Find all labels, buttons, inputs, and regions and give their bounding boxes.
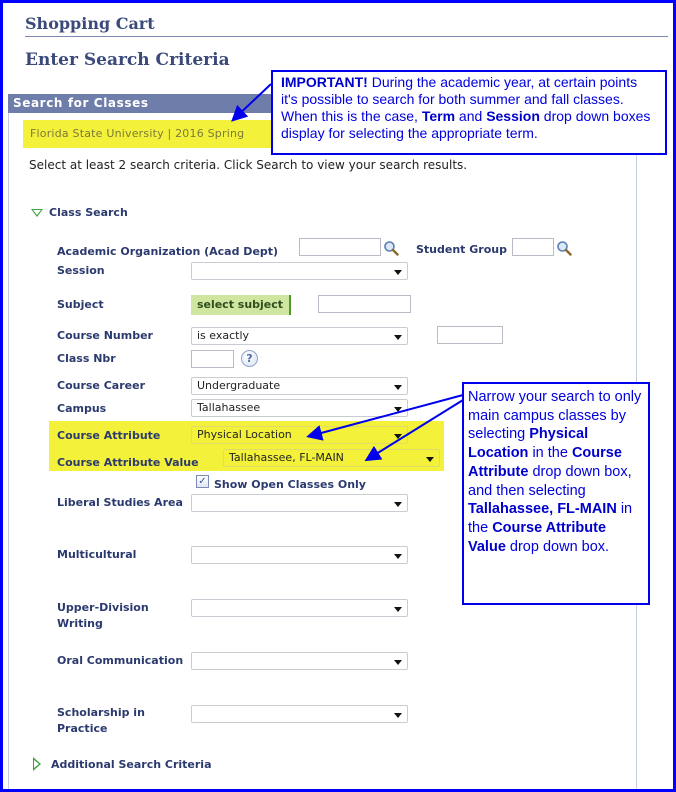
additional-criteria-label: Additional Search Criteria: [51, 757, 212, 771]
session-label: Session: [57, 264, 105, 277]
multicultural-label: Multicultural: [57, 548, 137, 561]
title-divider: [25, 36, 668, 37]
course-number-input[interactable]: [437, 326, 503, 344]
select-subject-button[interactable]: select subject: [191, 295, 291, 315]
dropdown-caret-icon: [394, 502, 402, 507]
dropdown-caret-icon: [394, 554, 402, 559]
scholarship-select[interactable]: [191, 705, 408, 723]
class-nbr-label: Class Nbr: [57, 352, 116, 365]
dropdown-caret-icon: [394, 270, 402, 275]
dropdown-caret-icon: [394, 607, 402, 612]
panel-border-left: [8, 113, 9, 789]
dropdown-caret-icon: [394, 434, 402, 439]
help-icon[interactable]: ?: [241, 350, 258, 367]
course-attribute-value-label: Course Attribute Value: [57, 456, 199, 469]
student-group-input[interactable]: [512, 238, 554, 256]
dropdown-caret-icon: [394, 385, 402, 390]
liberal-studies-select[interactable]: [191, 494, 408, 512]
campus-label: Campus: [57, 402, 107, 415]
acad-org-label: Academic Organization (Acad Dept): [57, 245, 279, 258]
section-header: Search for Classes: [8, 94, 278, 113]
dropdown-caret-icon: [394, 660, 402, 665]
acad-org-input[interactable]: [299, 238, 381, 256]
subject-input[interactable]: [318, 295, 411, 313]
session-select[interactable]: [191, 262, 408, 280]
dropdown-caret-icon: [394, 713, 402, 718]
class-search-toggle[interactable]: [31, 206, 128, 219]
class-nbr-input[interactable]: [191, 350, 234, 368]
acad-org-lookup-icon[interactable]: [383, 240, 399, 256]
student-group-lookup-icon[interactable]: [556, 240, 572, 256]
additional-criteria-toggle[interactable]: [33, 757, 212, 771]
upper-division-select[interactable]: [191, 599, 408, 617]
callout-narrow-search: Narrow your search to only main campus classes by selecting Physical Location in the Course Attribute drop down box, and then selecting Tallahassee, FL-MAIN in the Course Attribute Value drop down box.: [462, 382, 650, 605]
dropdown-caret-icon: [426, 457, 434, 462]
dropdown-caret-icon: [394, 407, 402, 412]
collapsed-triangle-icon: [33, 757, 41, 771]
course-attribute-label: Course Attribute: [57, 429, 161, 442]
page-subtitle: Enter Search Criteria: [25, 50, 230, 70]
multicultural-select[interactable]: [191, 546, 408, 564]
course-number-operator-select[interactable]: is exactly: [191, 327, 408, 345]
scholarship-label: Scholarship in Practice: [57, 706, 145, 735]
upper-division-label: Upper-Division Writing: [57, 601, 149, 630]
instructions-text: Select at least 2 search criteria. Click Search to view your search results.: [29, 158, 468, 172]
campus-select[interactable]: Tallahassee: [191, 399, 408, 417]
course-career-label: Course Career: [57, 379, 145, 392]
oral-communication-label: Oral Communication: [57, 654, 184, 667]
open-classes-label: Show Open Classes Only: [214, 478, 366, 491]
subject-label: Subject: [57, 298, 104, 311]
liberal-studies-label: Liberal Studies Area: [57, 496, 183, 509]
expanded-triangle-icon: [31, 209, 43, 217]
callout-important: IMPORTANT! During the academic year, at certain points it's possible to search for both summer and fall classes. When this is the case, Term and Session drop down boxes display for selecting the appropriate term.: [271, 70, 667, 155]
course-number-label: Course Number: [57, 329, 153, 342]
course-career-select[interactable]: Undergraduate: [191, 377, 408, 395]
page-title: Shopping Cart: [25, 14, 155, 33]
class-search-label: Class Search: [49, 206, 128, 219]
dropdown-caret-icon: [394, 335, 402, 340]
course-attribute-value-select[interactable]: Tallahassee, FL-MAIN: [223, 449, 440, 467]
oral-communication-select[interactable]: [191, 652, 408, 670]
open-classes-checkbox[interactable]: ✓: [196, 475, 209, 488]
student-group-label: Student Group: [416, 243, 507, 256]
course-attribute-select[interactable]: Physical Location: [191, 426, 408, 444]
term-display: Florida State University | 2016 Spring: [23, 120, 271, 148]
